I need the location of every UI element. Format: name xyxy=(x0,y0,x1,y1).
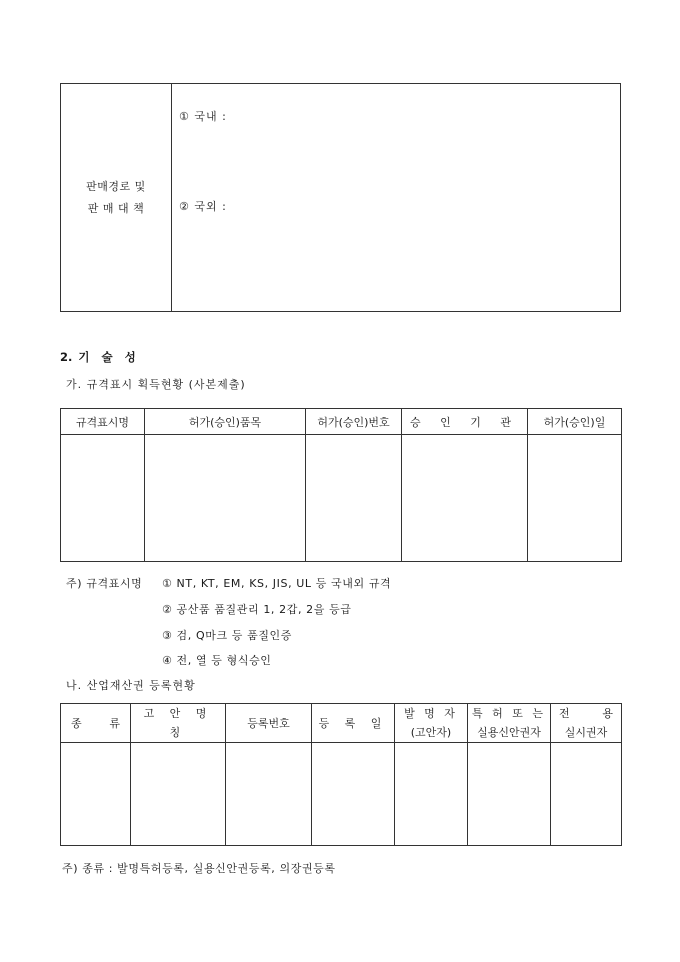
ip-registration-table xyxy=(60,703,622,846)
ip-header-row xyxy=(61,704,622,743)
header-type-char1: 종 xyxy=(71,716,82,730)
standards-note-prefix: 주) 규격표시명 xyxy=(66,577,143,590)
sales-channel-label-cell xyxy=(61,84,172,312)
header-exclusive-licensee xyxy=(551,704,622,743)
cell-reg-date[interactable] xyxy=(312,743,395,846)
standards-note-item: ① NT, KT, EM, KS, JIS, UL 등 국내외 규격 xyxy=(162,577,392,590)
header-inventor xyxy=(395,704,468,743)
standards-note-item: ③ 검, Q마크 등 품질인증 xyxy=(162,629,293,642)
cell-approved-item[interactable] xyxy=(145,435,306,562)
header-holder xyxy=(468,704,551,743)
subsection-a-title: 가. 규격표시 획득현황 (사본제출) xyxy=(66,378,246,391)
subsection-b-title: 나. 산업재산권 등록현황 xyxy=(66,679,196,692)
header-standard-name: 규격표시명 xyxy=(61,409,145,435)
standards-header-row xyxy=(61,409,622,435)
table-row xyxy=(61,435,622,562)
table-row xyxy=(61,743,622,846)
cell-type[interactable] xyxy=(61,743,131,846)
header-type xyxy=(61,704,131,743)
cell-inventor[interactable] xyxy=(395,743,468,846)
cell-approval-date[interactable] xyxy=(528,435,622,562)
sales-channel-table xyxy=(60,83,621,312)
cell-design-title[interactable] xyxy=(131,743,226,846)
header-approval-date: 허가(승인)일 xyxy=(528,409,622,435)
cell-standard-name[interactable] xyxy=(61,435,145,562)
cell-exclusive-licensee[interactable] xyxy=(551,743,622,846)
header-holder-line1: 특 허 또 는 xyxy=(472,707,546,720)
sales-channel-content-cell[interactable] xyxy=(172,84,621,312)
cell-approval-agency[interactable] xyxy=(402,435,528,562)
sales-channel-label-line2: 판 매 대 책 xyxy=(87,201,145,215)
header-inventor-line1: 발 명 자 xyxy=(404,707,458,720)
section-title: 기 술 성 xyxy=(78,350,140,364)
header-exclusive-line2: 실시권자 xyxy=(564,726,608,739)
header-holder-line2: 실용신안권자 xyxy=(477,726,541,739)
header-exclusive-char1: 전 xyxy=(559,707,570,720)
cell-holder[interactable] xyxy=(468,743,551,846)
header-approval-number: 허가(승인)번호 xyxy=(306,409,402,435)
domestic-item: ① 국내 : xyxy=(179,110,227,123)
section-heading xyxy=(60,349,140,365)
header-type-char2: 류 xyxy=(109,716,120,730)
header-approved-item: 허가(승인)품목 xyxy=(145,409,306,435)
header-reg-date: 등 록 일 xyxy=(312,704,395,743)
standards-note-item: ② 공산품 품질관리 1, 2갑, 2을 등급 xyxy=(162,603,352,616)
header-exclusive-char2: 용 xyxy=(602,707,613,720)
standards-note-item: ④ 전, 열 등 형식승인 xyxy=(162,654,272,667)
header-reg-number: 등록번호 xyxy=(226,704,312,743)
standards-table xyxy=(60,408,622,562)
header-design-title: 고 안 명 칭 xyxy=(131,704,226,743)
cell-reg-number[interactable] xyxy=(226,743,312,846)
header-inventor-line2: (고안자) xyxy=(410,726,452,739)
section-number: 2. xyxy=(60,350,73,364)
cell-approval-number[interactable] xyxy=(306,435,402,562)
header-approval-agency: 승 인 기 관 xyxy=(402,409,528,435)
ip-note: 주) 종류 : 발명특허등록, 실용신안권등록, 의장권등록 xyxy=(62,862,336,875)
overseas-item: ② 국외 : xyxy=(179,200,227,213)
sales-channel-label-line1: 판매경로 및 xyxy=(86,179,146,193)
